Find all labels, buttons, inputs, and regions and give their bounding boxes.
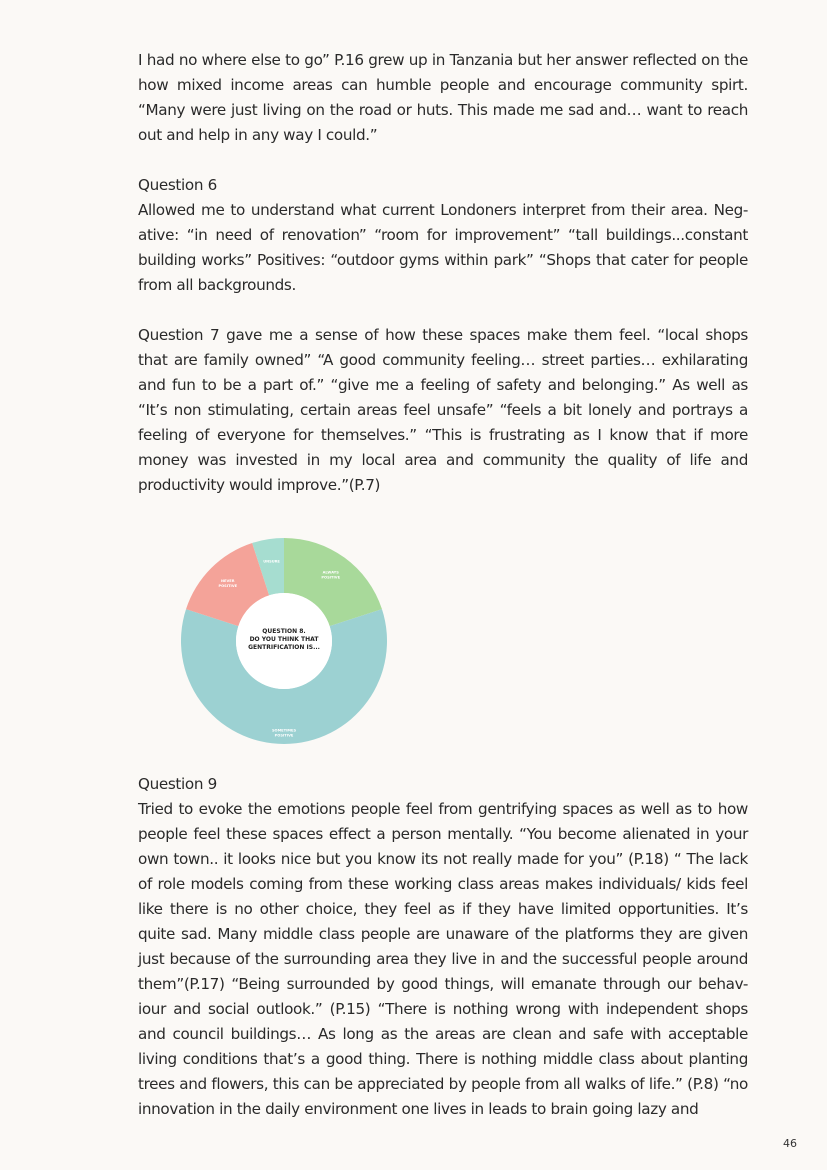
question-6-section: [138, 173, 748, 298]
chart-title: QUESTION 8. DO YOU THINK THAT GENTRIFICATION IS...: [248, 628, 320, 651]
paragraph: Tried to evoke the emotions people feel from gentrifying spaces as well as to how people feel these spaces effect a person mentally. “You become alienated in your own town.. it looks nice but you know its not really made for you” (P.18) “ The lack of role models coming from these working class areas makes individuals/ kids feel like there is no other choice, they feel as if they have limited opportunities. It’s quite sad. Many middle class people are unaware of the platforms they are given just because of the surrounding area they live in and the successful people around them”(P.17) “Being surrounded by good things, will emanate through our behav-iour and social outlook.” (P.15) “There is nothing wrong with independent shops and council buildings… As long as the areas are clean and safe with acceptable living conditions that’s a good thing. There is nothing middle class about planting trees and flowers, this can be appreciated by people from all walks of life.” (P.8) “no innovation in the daily environment one lives in leads to brain going lazy and: [138, 800, 748, 1118]
paragraph: I had no where else to go” P.16 grew up in Tanzania but her answer reflected on the how mixed income areas can humble people and encourage community spirt. “Many were just living on the road or huts. This made me sad and… want to reach out and help in any way I could.”: [138, 51, 748, 144]
donut-slice-label: ALWAYS POSITIVE: [321, 570, 341, 580]
donut-slice-label: SOMETIMES POSITIVE: [271, 728, 297, 738]
question-7-section: [138, 323, 748, 498]
question-6-heading: Question 6: [138, 176, 217, 194]
paragraph: Allowed me to understand what current Londoners interpret from their area. Neg-ative: “in need of renovation” “room for improvement” “tall buildings...constant building works” Positives: “outdoor gyms within park” “Shops that cater for people from all backgrounds.: [138, 201, 748, 294]
donut-slice-label: UNSURE: [263, 559, 280, 564]
paragraph: Question 7 gave me a sense of how these spaces make them feel. “local shops that are family owned” “A good community feeling… street parties… exhilarating and fun to be a part of.” “give me a feeling of safety and belonging.” As well as “It’s non stimulating, certain areas feel unsafe” “feels a bit lonely and portrays a feeling of everyone for themselves.” “This is frustrating as I know that if more money was invested in my local area and community the quality of life and productivity would improve.”(P.7): [138, 326, 748, 494]
paragraph-block-1: [138, 48, 748, 148]
question-8-donut-chart: [170, 528, 400, 753]
donut-slice-label: NEVER POSITIVE: [218, 578, 238, 588]
question-9-section: [138, 772, 748, 1122]
question-9-heading: Question 9: [138, 775, 217, 793]
page-number: 46: [783, 1137, 797, 1150]
donut-chart-svg: [170, 528, 400, 753]
